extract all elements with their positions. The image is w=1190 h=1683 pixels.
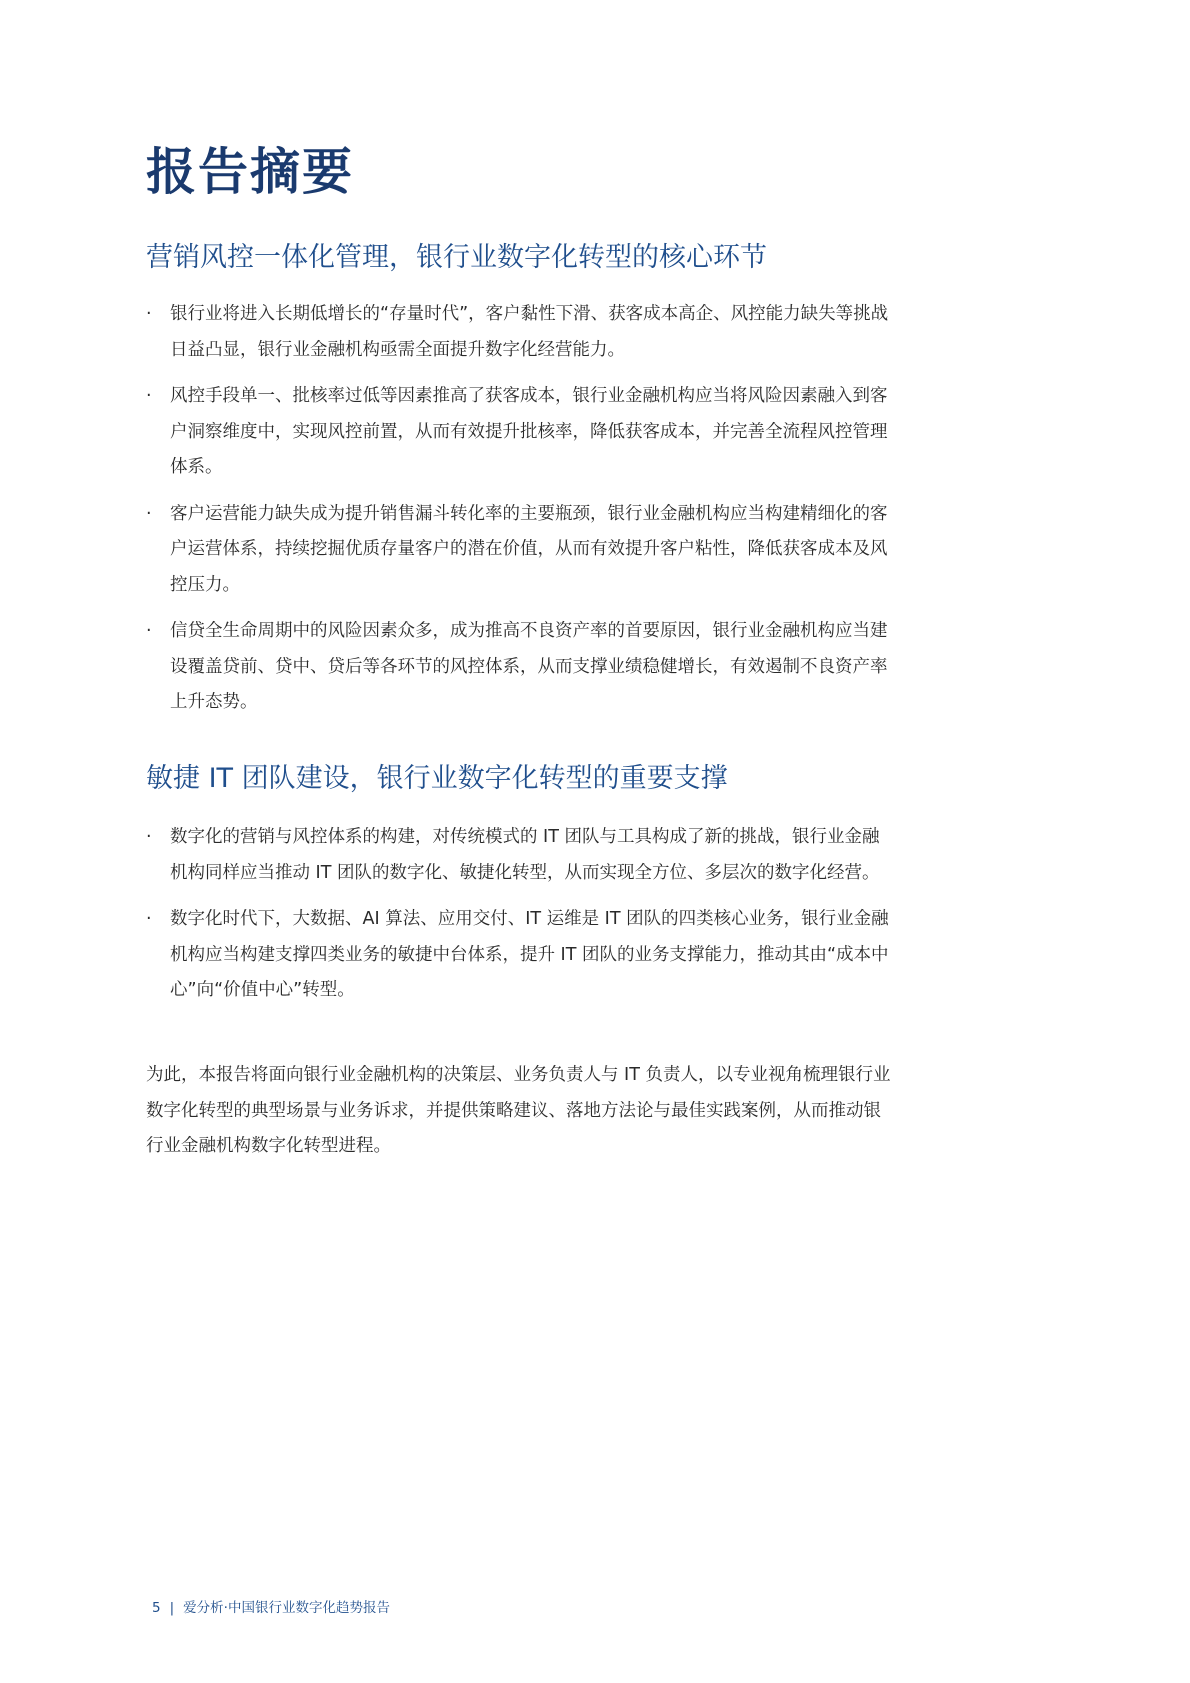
bullet-text: 数字化时代下，大数据、AI 算法、应用交付、IT 运维是 IT 团队的四类核心业务，银行业金融机构应当构建支撑四类业务的敏捷中台体系，提升 IT 团队的业务支撑能力，推动其由“成本中心”向“价值中心”转型。	[170, 909, 889, 1000]
bullet-list-agile-it	[146, 820, 891, 1020]
list-item	[146, 297, 891, 368]
page-title: 报告摘要	[146, 143, 354, 201]
bullet-text: 客户运营能力缺失成为提升销售漏斗转化率的主要瓶颈，银行业金融机构应当构建精细化的客户运营体系，持续挖掘优质存量客户的潜在价值，从而有效提升客户粘性，降低获客成本及风控压力。	[170, 503, 888, 595]
footer-separator: |	[169, 1600, 175, 1616]
page-number: 5	[152, 1600, 161, 1616]
bullet-dot-icon: ·	[146, 503, 152, 524]
bullet-dot-icon: ·	[146, 386, 152, 406]
list-item	[146, 902, 891, 1009]
bullet-dot-icon: ·	[146, 304, 152, 324]
bullet-text: 信贷全生命周期中的风险因素众多，成为推高不良资产率的首要原因，银行业金融机构应当建设覆盖贷前、贷中、贷后等各环节的风控体系，从而支撑业绩稳健增长，有效遏制不良资产率上升态势。	[170, 621, 888, 712]
list-item	[146, 820, 891, 891]
list-item	[146, 379, 891, 486]
bullet-dot-icon: ·	[146, 909, 152, 929]
bullet-text: 风控手段单一、批核率过低等因素推高了获客成本，银行业金融机构应当将风险因素融入到客户洞察维度中，实现风控前置，从而有效提升批核率，降低获客成本，并完善全流程风控管理体系。	[170, 386, 888, 477]
bullet-text: 银行业将进入长期低增长的“存量时代”，客户黏性下滑、获客成本高企、风控能力缺失等挑战日益凸显，银行业金融机构亟需全面提升数字化经营能力。	[170, 304, 889, 360]
bullet-dot-icon: ·	[146, 827, 152, 847]
list-item	[146, 497, 891, 604]
page-footer	[152, 1596, 390, 1616]
bullet-dot-icon: ·	[146, 621, 152, 641]
footer-report-title: 爱分析·中国银行业数字化趋势报告	[183, 1600, 390, 1616]
bullet-text: 数字化的营销与风控体系的构建，对传统模式的 IT 团队与工具构成了新的挑战，银行业金融机构同样应当推动 IT 团队的数字化、敏捷化转型，从而实现全方位、多层次的数字化经营。	[170, 827, 880, 883]
section-heading-agile-it: 敏捷 IT 团队建设，银行业数字化转型的重要支撑	[146, 763, 728, 794]
bullet-list-risk-marketing	[146, 297, 891, 732]
list-item	[146, 614, 891, 721]
section-heading-risk-marketing: 营销风控一体化管理，银行业数字化转型的核心环节	[146, 242, 767, 273]
summary-paragraph: 为此，本报告将面向银行业金融机构的决策层、业务负责人与 IT 负责人，以专业视角梳理银行业数字化转型的典型场景与业务诉求，并提供策略建议、落地方法论与最佳实践案例，从而推动银行业金融机构数字化转型进程。	[146, 1065, 891, 1156]
